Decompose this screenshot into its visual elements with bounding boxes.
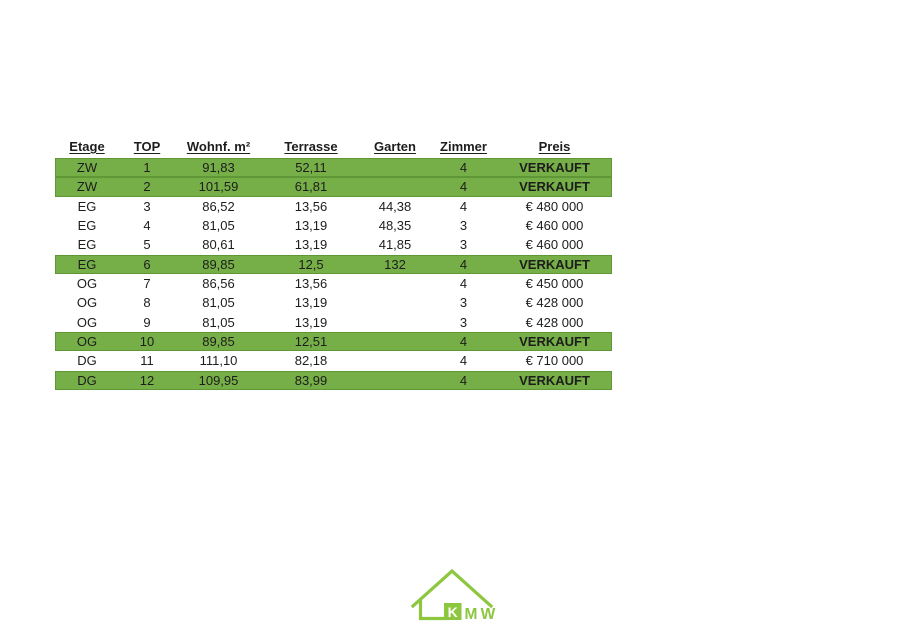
cell-terrasse: 61,81 xyxy=(294,179,328,195)
cell-garten: 132 xyxy=(384,256,406,272)
cell-terrasse: 13,56 xyxy=(294,198,328,214)
cell-zimmer: 4 xyxy=(459,353,468,369)
cell-etage: DG xyxy=(77,353,97,369)
cell-preis: VERKAUFT xyxy=(519,160,590,176)
table-row xyxy=(55,351,612,370)
cell-preis: VERKAUFT xyxy=(519,334,590,350)
cell-etage: EG xyxy=(77,237,97,253)
cell-terrasse: 12,51 xyxy=(294,334,328,350)
cell-top: 9 xyxy=(143,314,151,330)
cell-wohnf: 86,52 xyxy=(202,198,235,214)
kmw-logo xyxy=(407,564,499,626)
cell-zimmer: 4 xyxy=(459,179,468,195)
cell-terrasse: 12,5 xyxy=(298,256,324,272)
cell-zimmer: 4 xyxy=(459,256,468,272)
table-row-sold xyxy=(55,255,612,274)
column-header-zimmer: Zimmer xyxy=(440,139,487,154)
cell-terrasse: 13,19 xyxy=(294,218,328,234)
cell-wohnf: 86,56 xyxy=(202,276,235,292)
logo-roof-icon xyxy=(413,571,491,606)
cell-preis: € 450 000 xyxy=(525,276,584,292)
cell-terrasse: 13,19 xyxy=(294,237,328,253)
cell-garten: 41,85 xyxy=(378,237,412,253)
cell-etage: ZW xyxy=(76,160,98,176)
cell-etage: ZW xyxy=(76,179,98,195)
cell-top: 7 xyxy=(143,276,151,292)
logo-letter-m: M xyxy=(464,606,478,623)
column-header-preis: Preis xyxy=(538,139,571,154)
cell-top: 5 xyxy=(143,237,151,253)
cell-etage: OG xyxy=(76,314,98,330)
cell-preis: € 480 000 xyxy=(525,198,584,214)
cell-terrasse: 82,18 xyxy=(294,353,328,369)
cell-top: 12 xyxy=(139,372,155,388)
cell-preis: € 428 000 xyxy=(525,314,584,330)
cell-zimmer: 4 xyxy=(459,372,468,388)
cell-zimmer: 3 xyxy=(459,218,468,234)
cell-preis: € 460 000 xyxy=(525,218,584,234)
cell-terrasse: 83,99 xyxy=(294,372,328,388)
cell-wohnf: 81,05 xyxy=(202,295,235,311)
cell-wohnf: 109,95 xyxy=(198,372,239,388)
cell-terrasse: 13,19 xyxy=(294,314,328,330)
cell-etage: EG xyxy=(77,198,97,214)
cell-top: 1 xyxy=(143,160,151,176)
cell-wohnf: 80,61 xyxy=(202,237,235,253)
column-header-terrasse: Terrasse xyxy=(284,139,338,154)
cell-preis: € 460 000 xyxy=(525,237,584,253)
table-header-row xyxy=(55,139,612,158)
table-row xyxy=(55,216,612,235)
cell-preis: € 710 000 xyxy=(525,353,584,369)
cell-zimmer: 4 xyxy=(459,334,468,350)
cell-wohnf: 81,05 xyxy=(202,314,235,330)
logo-letter-w: W xyxy=(480,606,496,623)
cell-wohnf: 89,85 xyxy=(202,334,235,350)
table-row xyxy=(55,197,612,216)
column-header-wohnf: Wohnf. m² xyxy=(186,139,251,154)
cell-zimmer: 3 xyxy=(459,237,468,253)
table-row-sold xyxy=(55,371,612,390)
cell-preis: VERKAUFT xyxy=(519,372,590,388)
cell-etage: OG xyxy=(76,334,98,350)
cell-top: 4 xyxy=(143,218,151,234)
cell-preis: € 428 000 xyxy=(525,295,584,311)
cell-etage: DG xyxy=(77,372,97,388)
cell-top: 2 xyxy=(143,179,151,195)
cell-wohnf: 91,83 xyxy=(202,160,235,176)
cell-top: 6 xyxy=(143,256,151,272)
table-row-sold xyxy=(55,332,612,351)
cell-zimmer: 4 xyxy=(459,198,468,214)
cell-garten: 48,35 xyxy=(378,218,412,234)
table-row-sold xyxy=(55,158,612,177)
cell-garten: 44,38 xyxy=(378,198,412,214)
table-row xyxy=(55,235,612,254)
logo-letter-k: K xyxy=(447,603,458,620)
cell-terrasse: 13,19 xyxy=(294,295,328,311)
price-table xyxy=(55,139,612,390)
logo-wall-base-icon xyxy=(421,601,448,619)
cell-etage: EG xyxy=(77,256,97,272)
cell-wohnf: 81,05 xyxy=(202,218,235,234)
cell-etage: OG xyxy=(76,295,98,311)
cell-terrasse: 13,56 xyxy=(294,276,328,292)
cell-zimmer: 3 xyxy=(459,314,468,330)
cell-top: 3 xyxy=(143,198,151,214)
table-row xyxy=(55,313,612,332)
column-header-garten: Garten xyxy=(374,139,416,154)
table-row xyxy=(55,274,612,293)
cell-top: 11 xyxy=(140,353,154,369)
column-header-etage: Etage xyxy=(69,139,105,154)
cell-zimmer: 4 xyxy=(459,276,468,292)
cell-wohnf: 89,85 xyxy=(202,256,235,272)
cell-preis: VERKAUFT xyxy=(519,256,590,272)
cell-wohnf: 111,10 xyxy=(199,353,238,369)
table-row xyxy=(55,293,612,312)
cell-terrasse: 52,11 xyxy=(295,160,327,176)
column-header-top: TOP xyxy=(133,139,161,154)
cell-zimmer: 4 xyxy=(459,160,468,176)
price-table-body xyxy=(55,158,612,390)
cell-zimmer: 3 xyxy=(459,295,468,311)
cell-top: 8 xyxy=(143,295,151,311)
cell-etage: OG xyxy=(76,276,98,292)
cell-wohnf: 101,59 xyxy=(198,179,239,195)
cell-top: 10 xyxy=(139,334,155,350)
table-row-sold xyxy=(55,177,612,196)
cell-etage: EG xyxy=(77,218,97,234)
cell-preis: VERKAUFT xyxy=(519,179,590,195)
